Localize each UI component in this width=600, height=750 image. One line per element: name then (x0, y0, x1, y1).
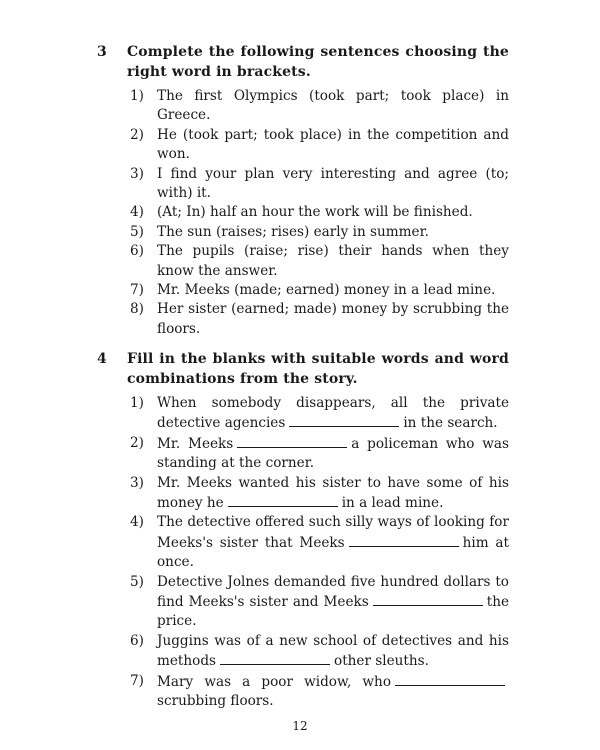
exercise-item (130, 203, 509, 222)
item-text: a policeman who was standing at the corner. (157, 435, 509, 472)
exercise-number: 3 (97, 44, 107, 60)
exercise-item (130, 434, 509, 474)
fill-in-list (97, 394, 509, 712)
exercise-item (130, 300, 509, 339)
item-number: 5) (130, 223, 144, 240)
exercise-instruction: Fill in the blanks with suitable words and word combinations from the story. (127, 351, 509, 387)
exercise-number: 4 (97, 351, 107, 367)
exercise-heading (97, 349, 509, 389)
item-number: 7) (130, 672, 144, 689)
exercise-item (130, 474, 509, 514)
exercise-item (130, 394, 509, 434)
item-text: The sun (raises; rises) early in summer. (157, 223, 429, 240)
item-number: 2) (130, 126, 144, 143)
item-text: Mary was a poor widow, who (157, 673, 391, 690)
exercise-item (130, 632, 509, 672)
exercise-3 (97, 42, 509, 339)
item-text: Juggins was of a new school of detectives and his methods (157, 632, 509, 670)
item-number: 6) (130, 243, 144, 260)
exercise-item (130, 513, 509, 572)
item-text: in a lead mine. (341, 495, 444, 512)
item-text: The pupils (raise; rise) their hands when they know the answer. (157, 243, 509, 279)
item-number: 1) (130, 88, 144, 104)
exercise-instruction: Complete the following sentences choosing the right word in brackets. (127, 44, 509, 80)
exercise-item (130, 165, 509, 204)
item-text: He (took part; took place) in the competition and won. (157, 126, 509, 163)
answer-blank (237, 434, 347, 448)
exercise-item (130, 242, 509, 281)
item-text: the price. (157, 594, 509, 630)
item-text: him at once. (157, 534, 509, 571)
answer-blank (289, 413, 399, 427)
item-text: I find your plan very interesting and agree (to; with) it. (157, 165, 509, 202)
item-text: scrubbing floors. (157, 693, 274, 710)
item-text: in the search. (403, 415, 498, 432)
item-number: 2) (130, 434, 144, 451)
item-text: When somebody disappears, all the private detective agencies (157, 395, 509, 432)
item-number: 7) (130, 282, 144, 299)
answer-blank (395, 672, 505, 686)
item-text: The detective offered such silly ways of looking for Meeks's sister that Meeks (157, 514, 509, 551)
item-text: other sleuths. (334, 653, 429, 670)
item-text: Mr. Meeks (157, 435, 234, 452)
answer-blank (220, 651, 330, 665)
exercise-item (130, 126, 509, 165)
item-text: Mr. Meeks (made; earned) money in a lead mine. (157, 282, 496, 299)
answer-blank (349, 533, 459, 547)
item-text: The first Olympics (took part; took place) in Greece. (157, 88, 509, 124)
item-number: 4) (130, 514, 144, 531)
exercise-heading (97, 42, 509, 82)
item-text: (At; In) half an hour the work will be finished. (157, 204, 473, 221)
item-number: 1) (130, 395, 144, 411)
item-number: 3) (130, 474, 144, 491)
exercise-item (130, 281, 509, 300)
item-number: 3) (130, 165, 144, 182)
exercise-item (130, 573, 509, 632)
answer-blank (228, 493, 338, 507)
exercise-item (130, 87, 509, 126)
page-number: 12 (292, 719, 308, 733)
item-text: Detective Jolnes demanded five hundred dollars to find Meeks's sister and Meeks (157, 573, 509, 611)
item-number: 8) (130, 301, 144, 318)
item-number: 4) (130, 204, 144, 221)
exercise-item (130, 223, 509, 242)
item-text: Her sister (earned; made) money by scrubbing the floors. (157, 301, 509, 337)
sentence-list (97, 87, 509, 339)
item-number: 6) (130, 632, 144, 649)
item-number: 5) (130, 573, 144, 590)
exercise-item (130, 672, 509, 712)
answer-blank (373, 592, 483, 606)
exercise-4 (97, 349, 509, 712)
item-text: Mr. Meeks wanted his sister to have some of his money he (157, 474, 509, 512)
